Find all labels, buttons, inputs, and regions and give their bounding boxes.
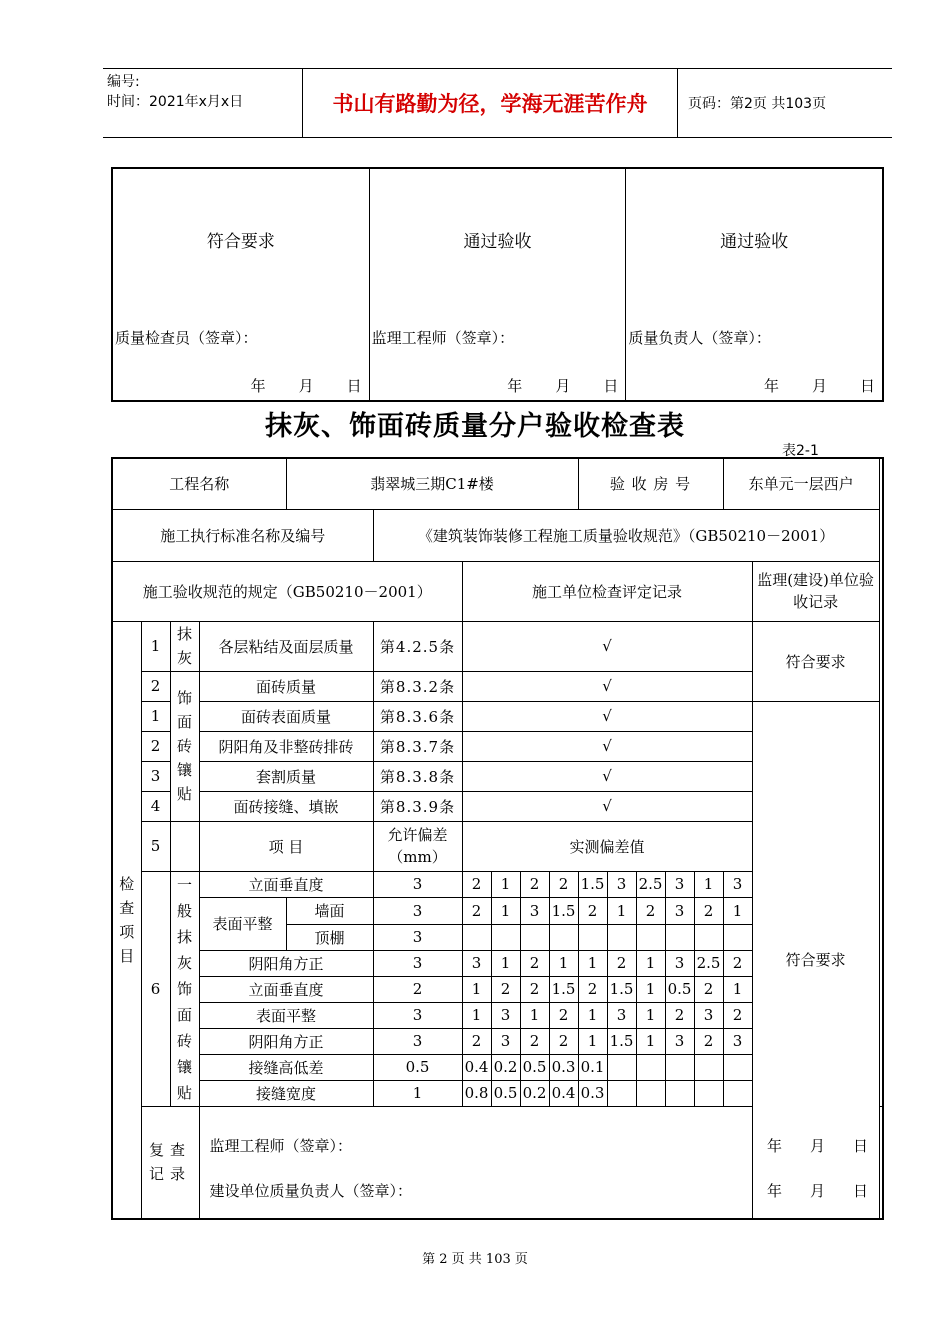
- measured-value: 0.1: [578, 1054, 607, 1080]
- measured-value: 2.5: [694, 950, 723, 976]
- signature-verdict: 通过验收: [463, 232, 532, 252]
- check-mark: √: [462, 791, 752, 821]
- signature-block: [111, 167, 884, 402]
- measured-value: 2: [636, 897, 665, 924]
- measured-value: [636, 924, 665, 950]
- measured-value: [549, 924, 578, 950]
- measured-value: [462, 924, 491, 950]
- signature-role: 监理工程师（签章）：: [371, 329, 515, 347]
- form-title: 抹灰、饰面砖质量分户验收检查表: [265, 411, 685, 442]
- measured-value: 0.4: [549, 1080, 578, 1106]
- item-no: 4: [141, 791, 170, 821]
- item-clause: 第8.3.7条: [373, 731, 462, 761]
- item-name: 面砖表面质量: [199, 701, 373, 731]
- measured-value: 1: [636, 950, 665, 976]
- item-name: 各层粘结及面层质量: [199, 621, 373, 671]
- measured-value: 1: [636, 976, 665, 1002]
- project-label: 工程名称: [112, 458, 286, 509]
- measured-value: [665, 1054, 694, 1080]
- measured-value: 3: [665, 897, 694, 924]
- item-no: 1: [141, 621, 170, 671]
- item-no: 6: [141, 871, 170, 1106]
- review-cell: [199, 1106, 883, 1219]
- measured-value: 3: [520, 897, 549, 924]
- measured-value: 0.3: [578, 1080, 607, 1106]
- measured-value: 2: [694, 1028, 723, 1054]
- check-mark: √: [462, 701, 752, 731]
- deviation-name: 阴阳角方正: [199, 1028, 373, 1054]
- measured-value: 1: [578, 1028, 607, 1054]
- measured-value: [607, 924, 636, 950]
- measured-value: 1: [636, 1002, 665, 1028]
- measured-value: [636, 1054, 665, 1080]
- table-row: [112, 561, 883, 621]
- measured-value: 1: [578, 950, 607, 976]
- check-mark: √: [462, 761, 752, 791]
- measured-value: [578, 924, 607, 950]
- measured-value: 3: [665, 1028, 694, 1054]
- measured-value: 2: [723, 950, 752, 976]
- measured-value: 1: [491, 950, 520, 976]
- measured-value: 3: [665, 871, 694, 897]
- verdict-general: 符合要求: [752, 701, 879, 1219]
- deviation-name: 接缝高低差: [199, 1054, 373, 1080]
- signature-date: 年 月 日: [507, 377, 620, 395]
- measured-value: 1.5: [607, 976, 636, 1002]
- measured-value: [520, 924, 549, 950]
- item-name: 阴阳角及非整砖排砖: [199, 731, 373, 761]
- measured-value: 2: [520, 976, 549, 1002]
- signature-role: 质量负责人（签章）：: [628, 329, 771, 347]
- measured-value: 3: [607, 1002, 636, 1028]
- measured-value: 3: [665, 950, 694, 976]
- measured-value: 3: [723, 871, 752, 897]
- measured-value: 0.5: [665, 976, 694, 1002]
- measured-value: 2: [520, 1028, 549, 1054]
- record-header: 施工单位检查评定记录: [462, 561, 752, 621]
- deviation-name: 接缝宽度: [199, 1080, 373, 1106]
- room-value: 东单元一层西户: [723, 458, 879, 509]
- allowed-value: 3: [373, 1002, 462, 1028]
- deviation-sub-name: 墙面: [286, 897, 373, 924]
- supervisor-header: 监理(建设)单位验收记录: [752, 561, 879, 621]
- item-no: 1: [141, 701, 170, 731]
- signature-date: 年 月 日: [763, 377, 877, 395]
- signature-col: [370, 169, 627, 400]
- measured-value: 3: [607, 871, 636, 897]
- time-label: 时间：2021年x月x日: [107, 94, 244, 110]
- measured-value: 1.5: [549, 897, 578, 924]
- measured-value: 1: [636, 1028, 665, 1054]
- project-value: 翡翠城三期C1#楼: [286, 458, 578, 509]
- table-row: [112, 701, 883, 731]
- measured-value: 1.5: [549, 976, 578, 1002]
- measured-value: 2: [578, 897, 607, 924]
- measured-value: 0.4: [462, 1054, 491, 1080]
- inspection-table: [111, 457, 884, 1220]
- measured-value: 0.2: [491, 1054, 520, 1080]
- measured-value: 1: [578, 1002, 607, 1028]
- measured-deviation-header: 实测偏差值: [462, 821, 752, 871]
- deviation-name: 阴阳角方正: [199, 950, 373, 976]
- measured-value: 2: [578, 976, 607, 1002]
- measured-value: [665, 1080, 694, 1106]
- page-header: [103, 68, 892, 138]
- signature-verdict: 通过验收: [720, 232, 789, 252]
- item-no: 2: [141, 731, 170, 761]
- blank-cell: [170, 821, 199, 871]
- item-clause: 第8.3.6条: [373, 701, 462, 731]
- group-tile: 饰面砖镶贴: [170, 671, 199, 821]
- group-general: 一般抹灰饰面砖镶贴: [170, 871, 199, 1106]
- measured-value: [491, 924, 520, 950]
- signature-col: [626, 169, 882, 400]
- measured-value: [723, 1054, 752, 1080]
- standard-value: 《建筑装饰装修工程施工质量验收规范》（GB50210－2001）: [373, 509, 879, 561]
- measured-value: [694, 1054, 723, 1080]
- standard-label: 施工执行标准名称及编号: [112, 509, 373, 561]
- review-label: 复查记录: [141, 1106, 199, 1219]
- measured-value: 0.8: [462, 1080, 491, 1106]
- measured-value: 3: [462, 950, 491, 976]
- measured-value: 2: [491, 976, 520, 1002]
- measured-value: [723, 924, 752, 950]
- measured-value: 1.5: [607, 1028, 636, 1054]
- measured-value: 1: [723, 976, 752, 1002]
- allowed-value: 3: [373, 1028, 462, 1054]
- check-items-label: 检查项目: [112, 621, 141, 1219]
- measured-value: 1: [549, 950, 578, 976]
- measured-value: 1: [520, 1002, 549, 1028]
- table-row: [112, 1106, 883, 1219]
- allowed-value: 2: [373, 976, 462, 1002]
- serial-label: 编号:: [107, 74, 140, 90]
- measured-value: 1: [723, 897, 752, 924]
- item-no: 5: [141, 821, 170, 871]
- header-motto: 书山有路勤为径，学海无涯苦作舟: [303, 69, 678, 137]
- deviation-name: 立面垂直度: [199, 871, 373, 897]
- measured-value: 2: [520, 950, 549, 976]
- measured-value: 2: [462, 871, 491, 897]
- measured-value: [636, 1080, 665, 1106]
- deviation-name: 表面平整: [199, 1002, 373, 1028]
- review-row-1: 监理工程师（签章）：: [209, 1136, 353, 1155]
- item-no: 3: [141, 761, 170, 791]
- measured-value: 2: [462, 1028, 491, 1054]
- measured-value: 1: [462, 976, 491, 1002]
- signature-col: [113, 169, 370, 400]
- deviation-name: 立面垂直度: [199, 976, 373, 1002]
- measured-value: [723, 1080, 752, 1106]
- table-number: 表2-1: [782, 443, 819, 459]
- measured-value: 2: [665, 1002, 694, 1028]
- measured-value: 0.5: [491, 1080, 520, 1106]
- measured-value: 3: [723, 1028, 752, 1054]
- measured-value: 1: [491, 897, 520, 924]
- signature-role: 质量检查员（签章）：: [115, 329, 258, 347]
- item-clause: 第8.3.2条: [373, 671, 462, 701]
- measured-value: [694, 924, 723, 950]
- measured-value: 2: [607, 950, 636, 976]
- measured-value: 2: [549, 871, 578, 897]
- review-date-2: 年 月 日: [766, 1181, 868, 1200]
- spec-header: 施工验收规范的规定（GB50210－2001）: [112, 561, 462, 621]
- surface-flat-label: 表面平整: [199, 897, 286, 950]
- measured-value: [607, 1054, 636, 1080]
- deviation-sub-name: 顶棚: [286, 924, 373, 950]
- allowed-value: 3: [373, 871, 462, 897]
- measured-value: [694, 1080, 723, 1106]
- verdict-main: 符合要求: [752, 621, 879, 701]
- header-meta: [103, 69, 303, 137]
- check-mark: √: [462, 731, 752, 761]
- allowed-deviation-header: 允许偏差（mm）: [373, 821, 462, 871]
- header-page-info: 页码：第2页 共103页: [688, 96, 827, 112]
- measured-value: 2: [694, 976, 723, 1002]
- measured-value: 1: [607, 897, 636, 924]
- table-row: [112, 509, 883, 561]
- measured-value: 0.3: [549, 1054, 578, 1080]
- check-mark: √: [462, 671, 752, 701]
- measured-value: 1: [491, 871, 520, 897]
- deviation-item-header: 项 目: [199, 821, 373, 871]
- table-row: [112, 458, 883, 509]
- allowed-value: 1: [373, 1080, 462, 1106]
- measured-value: 1: [462, 1002, 491, 1028]
- measured-value: 3: [491, 1002, 520, 1028]
- measured-value: 3: [694, 1002, 723, 1028]
- review-date-1: 年 月 日: [766, 1136, 868, 1155]
- measured-value: 2: [549, 1028, 578, 1054]
- allowed-value: 3: [373, 950, 462, 976]
- measured-value: 2: [723, 1002, 752, 1028]
- measured-value: 2: [520, 871, 549, 897]
- page-footer: 第 2 页 共 103 页: [422, 1252, 528, 1267]
- room-label: 验 收 房 号: [578, 458, 723, 509]
- measured-value: [607, 1080, 636, 1106]
- allowed-value: 3: [373, 897, 462, 924]
- measured-value: 0.2: [520, 1080, 549, 1106]
- item-clause: 第8.3.8条: [373, 761, 462, 791]
- measured-value: 1: [694, 871, 723, 897]
- allowed-value: 3: [373, 924, 462, 950]
- measured-value: 2: [462, 897, 491, 924]
- item-clause: 第8.3.9条: [373, 791, 462, 821]
- measured-value: 2: [549, 1002, 578, 1028]
- measured-value: 1.5: [578, 871, 607, 897]
- item-name: 面砖接缝、填嵌: [199, 791, 373, 821]
- measured-value: 2: [694, 897, 723, 924]
- measured-value: 2.5: [636, 871, 665, 897]
- allowed-value: 0.5: [373, 1054, 462, 1080]
- review-row-2: 建设单位质量负责人（签章）：: [209, 1181, 413, 1200]
- signature-date: 年 月 日: [250, 377, 363, 395]
- table-row: [112, 621, 883, 671]
- item-name: 面砖质量: [199, 671, 373, 701]
- measured-value: 3: [491, 1028, 520, 1054]
- group-plaster: 抹灰: [170, 621, 199, 671]
- measured-value: 0.5: [520, 1054, 549, 1080]
- item-no: 2: [141, 671, 170, 701]
- measured-value: [665, 924, 694, 950]
- check-mark: √: [462, 621, 752, 671]
- signature-verdict: 符合要求: [206, 232, 275, 252]
- item-clause: 第4.2.5条: [373, 621, 462, 671]
- item-name: 套割质量: [199, 761, 373, 791]
